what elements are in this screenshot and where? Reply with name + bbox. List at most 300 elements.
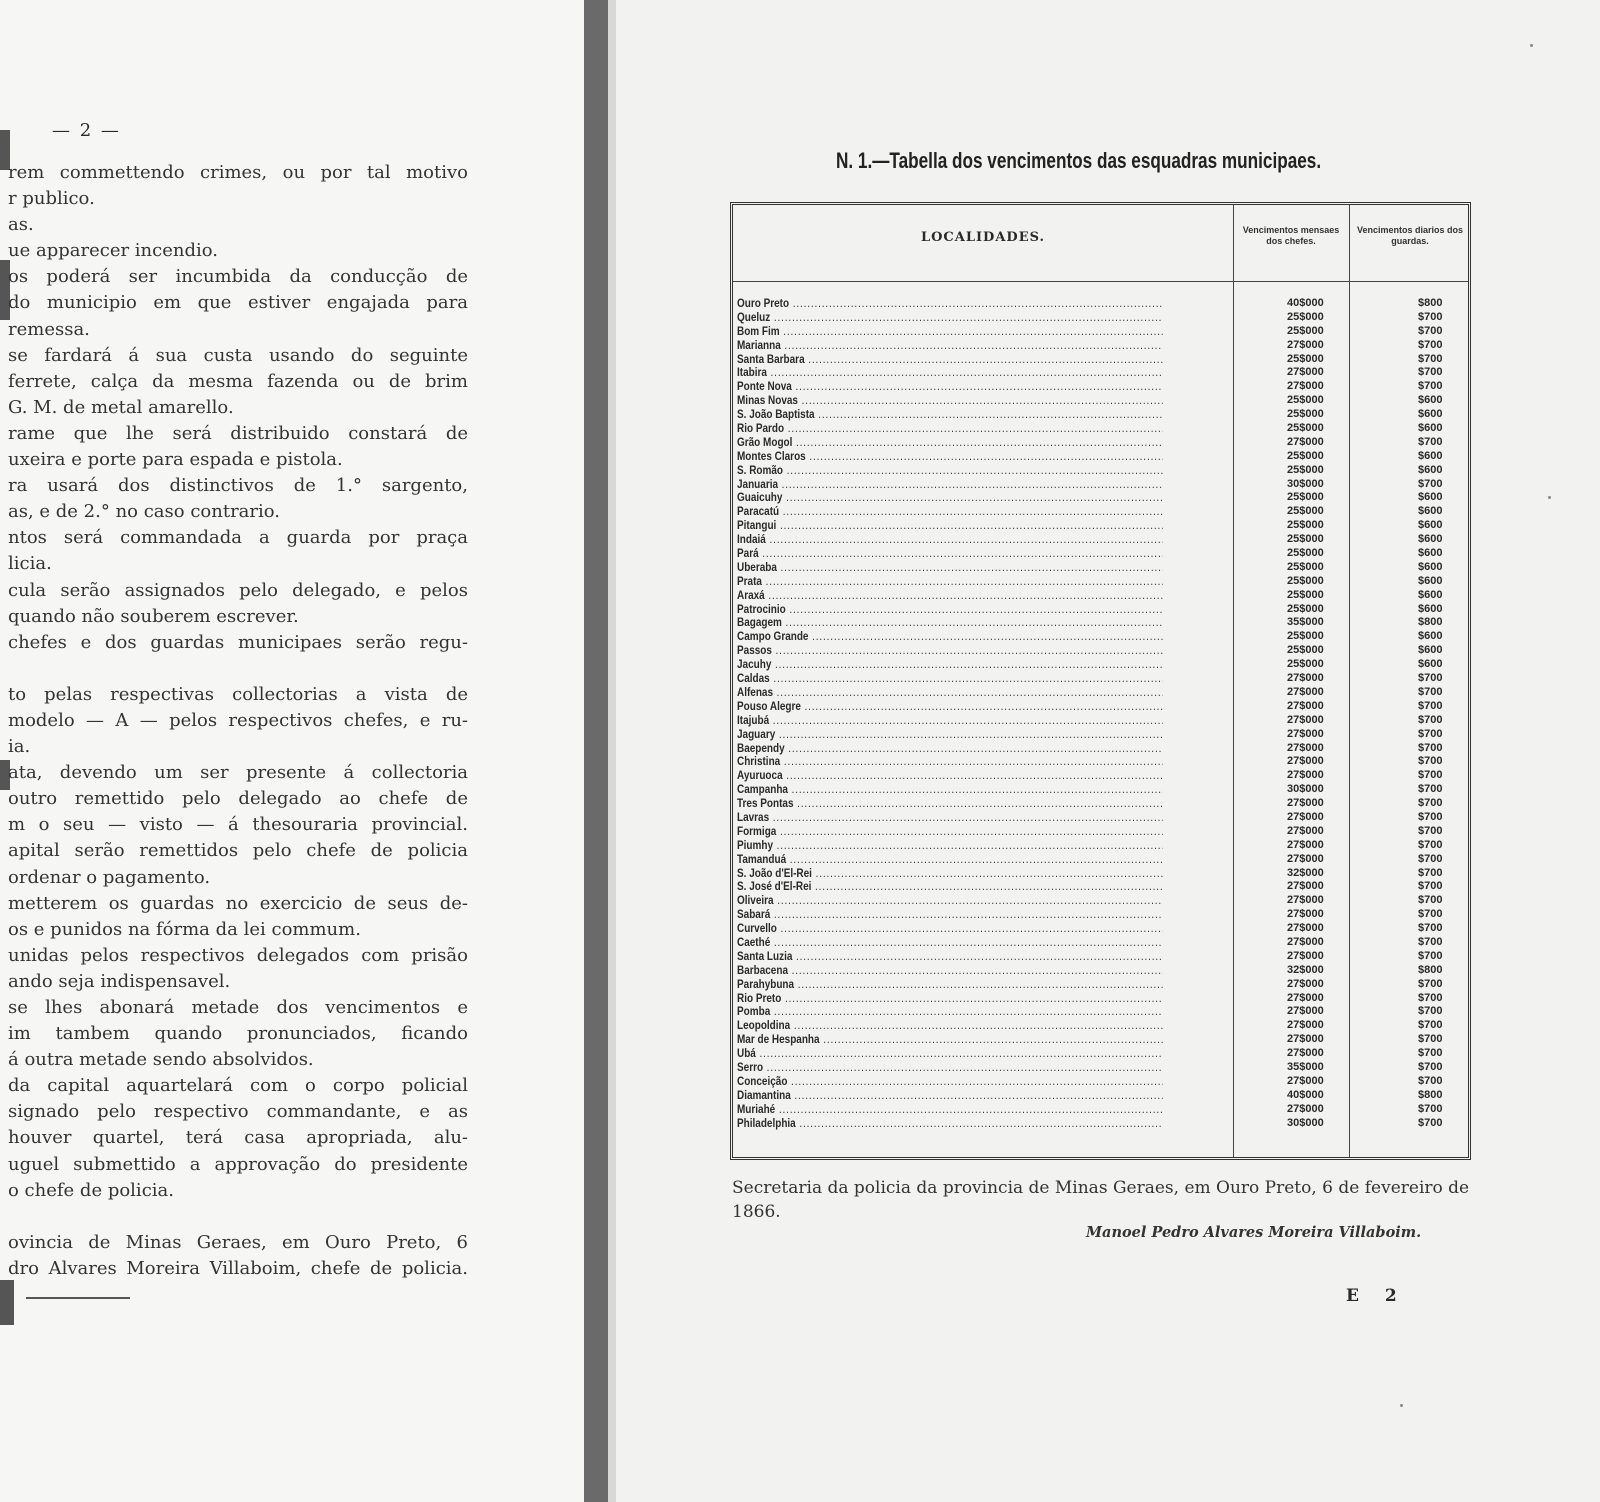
row-chefes-value: 25$000	[1287, 310, 1324, 323]
row-chefes-value: 25$000	[1287, 449, 1324, 462]
row-locality: Marianna .....	[737, 339, 1163, 353]
row-locality: Mar de Hespanha .....	[737, 1033, 1163, 1047]
text-line: houver quartel, terá casa apropriada, alu-	[8, 1127, 468, 1149]
table-row	[737, 1103, 1465, 1117]
row-guardas-value: $800	[1418, 963, 1443, 976]
text-line: do municipio em que estiver engajada para	[8, 292, 468, 314]
row-guardas-value: $700	[1418, 1074, 1443, 1087]
row-guardas-value: $700	[1418, 1033, 1443, 1046]
book-gutter	[584, 0, 608, 1502]
signature: Manoel Pedro Alvares Moreira Villaboim.	[1086, 1224, 1422, 1241]
table-row	[737, 380, 1465, 394]
row-chefes-value: 27$000	[1287, 838, 1324, 851]
row-locality: Baependy .....	[737, 742, 1163, 756]
row-chefes-value: 25$000	[1287, 533, 1324, 546]
table-row	[737, 575, 1465, 589]
row-guardas-value: $700	[1418, 810, 1443, 823]
table-row	[737, 353, 1465, 367]
row-guardas-value: $700	[1418, 380, 1443, 393]
row-locality: Piumhy .....	[737, 839, 1163, 853]
row-chefes-value: 27$000	[1287, 922, 1324, 935]
text-line: unidas pelos respectivos delegados com prisão	[8, 944, 468, 966]
text-line: metterem os guardas no exercicio de seus de-	[8, 892, 468, 914]
table-row	[737, 450, 1465, 464]
row-locality: Santa Barbara .....	[737, 353, 1163, 367]
header-guardas: Vencimentos diarios dos guardas.	[1356, 225, 1464, 246]
row-locality: Paracatú .....	[737, 505, 1163, 519]
table-row	[737, 964, 1465, 978]
row-chefes-value: 27$000	[1287, 1074, 1324, 1087]
table-row	[737, 1033, 1465, 1047]
table-row	[737, 672, 1465, 686]
table-row	[737, 1117, 1465, 1131]
table-row	[737, 894, 1465, 908]
header-chefes: Vencimentos mensaes dos chefes.	[1242, 225, 1340, 246]
table-row	[737, 950, 1465, 964]
row-guardas-value: $700	[1418, 838, 1443, 851]
text-line: dro Alvares Moreira Villaboim, chefe de policia.	[8, 1257, 468, 1279]
row-guardas-value: $700	[1418, 324, 1443, 337]
row-guardas-value: $700	[1418, 727, 1443, 740]
row-chefes-value: 27$000	[1287, 908, 1324, 921]
text-line: ntos será commandada a guarda por praça	[8, 527, 468, 549]
row-guardas-value: $700	[1418, 935, 1443, 948]
row-chefes-value: 25$000	[1287, 630, 1324, 643]
row-locality: Parahybuna .....	[737, 978, 1163, 992]
table-row	[737, 311, 1465, 325]
row-chefes-value: 32$000	[1287, 963, 1324, 976]
row-guardas-value: $700	[1418, 866, 1443, 879]
table-row	[737, 811, 1465, 825]
row-chefes-value: 35$000	[1287, 1060, 1324, 1073]
text-line: quando não souberem escrever.	[8, 605, 299, 627]
row-chefes-value: 25$000	[1287, 602, 1324, 615]
row-chefes-value: 27$000	[1287, 435, 1324, 448]
paper-speck	[1530, 44, 1533, 47]
text-line: ata, devendo um ser presente á collectoria	[8, 762, 468, 784]
row-guardas-value: $600	[1418, 394, 1443, 407]
row-guardas-value: $800	[1418, 1088, 1443, 1101]
row-locality: Campo Grande .....	[737, 630, 1163, 644]
row-locality: Tres Pontas .....	[737, 797, 1163, 811]
header-divider	[733, 281, 1468, 282]
row-guardas-value: $700	[1418, 310, 1443, 323]
text-line	[0, 1204, 468, 1230]
table-row	[737, 366, 1465, 380]
row-chefes-value: 25$000	[1287, 588, 1324, 601]
text-line: chefes e dos guardas municipaes serão regu-	[8, 631, 468, 653]
row-guardas-value: $600	[1418, 408, 1443, 421]
row-guardas-value: $700	[1418, 949, 1443, 962]
table-row	[737, 769, 1465, 783]
closing-rule	[26, 1297, 130, 1299]
row-guardas-value: $700	[1418, 769, 1443, 782]
text-line: os poderá ser incumbida da conducção de	[8, 266, 468, 288]
row-chefes-value: 25$000	[1287, 394, 1324, 407]
row-guardas-value: $600	[1418, 547, 1443, 560]
row-chefes-value: 27$000	[1287, 797, 1324, 810]
row-locality: Muriahé .....	[737, 1103, 1163, 1117]
text-line: da capital aquartelará com o corpo policial	[8, 1075, 468, 1097]
paper-speck	[1400, 1404, 1403, 1407]
row-chefes-value: 25$000	[1287, 547, 1324, 560]
row-chefes-value: 27$000	[1287, 880, 1324, 893]
row-guardas-value: $700	[1418, 755, 1443, 768]
row-locality: Conceição .....	[737, 1075, 1163, 1089]
row-chefes-value: 40$000	[1287, 297, 1324, 309]
text-line: ra usará dos distinctivos de 1.° sargento,	[8, 475, 468, 497]
text-line: ferrete, calça da mesma fazenda ou de brim	[8, 370, 468, 392]
row-chefes-value: 25$000	[1287, 491, 1324, 504]
row-locality: S. Romão .....	[737, 464, 1163, 478]
row-locality: Oliveira .....	[737, 894, 1163, 908]
table-row	[737, 1061, 1465, 1075]
row-chefes-value: 25$000	[1287, 519, 1324, 532]
left-page	[0, 0, 584, 1502]
table-title: N. 1.—Tabella dos vencimentos das esquadras municipaes.	[836, 148, 1322, 173]
row-locality: Ayuruoca .....	[737, 769, 1163, 783]
table-row	[737, 714, 1465, 728]
table-row	[737, 422, 1465, 436]
row-chefes-value: 27$000	[1287, 949, 1324, 962]
row-locality: Formiga .....	[737, 825, 1163, 839]
row-locality: S. João d'El-Rei .....	[737, 867, 1163, 881]
salary-table	[730, 202, 1471, 1160]
row-chefes-value: 27$000	[1287, 1033, 1324, 1046]
row-locality: Lavras .....	[737, 811, 1163, 825]
row-chefes-value: 30$000	[1287, 783, 1324, 796]
row-guardas-value: $800	[1418, 616, 1443, 629]
row-locality: Santa Luzia .....	[737, 950, 1163, 964]
table-row	[737, 491, 1465, 505]
row-chefes-value: 32$000	[1287, 866, 1324, 879]
table-row	[737, 728, 1465, 742]
row-locality: Rio Pardo .....	[737, 422, 1163, 436]
table-row	[737, 783, 1465, 797]
header-localidades: LOCALIDADES.	[920, 230, 1046, 245]
table-row	[737, 700, 1465, 714]
page-number: — 2 —	[52, 120, 121, 141]
text-line: remessa.	[8, 318, 90, 340]
table-row	[737, 742, 1465, 756]
row-chefes-value: 27$000	[1287, 699, 1324, 712]
row-guardas-value: $600	[1418, 449, 1443, 462]
table-row	[737, 1047, 1465, 1061]
row-locality: Barbacena .....	[737, 964, 1163, 978]
row-chefes-value: 27$000	[1287, 741, 1324, 754]
table-row	[737, 686, 1465, 700]
table-row	[737, 561, 1465, 575]
row-locality: Serro .....	[737, 1061, 1163, 1075]
table-row	[737, 297, 1465, 311]
page-edge	[608, 0, 616, 1502]
row-guardas-value: $700	[1418, 435, 1443, 448]
table-row	[737, 616, 1465, 630]
table-body	[737, 297, 1465, 1130]
row-locality: Grão Mogol .....	[737, 436, 1163, 450]
text-line: r publico.	[8, 188, 95, 210]
table-row	[737, 1075, 1465, 1089]
row-guardas-value: $600	[1418, 630, 1443, 643]
row-chefes-value: 25$000	[1287, 505, 1324, 518]
table-row	[737, 603, 1465, 617]
row-chefes-value: 27$000	[1287, 338, 1324, 351]
table-row	[737, 936, 1465, 950]
row-guardas-value: $700	[1418, 977, 1443, 990]
row-chefes-value: 25$000	[1287, 408, 1324, 421]
table-row	[737, 658, 1465, 672]
row-locality: Campanha .....	[737, 783, 1163, 797]
footer-note: Secretaria da policia da provincia de Minas Geraes, em Ouro Preto, 6 de fevereiro de 1866.	[732, 1178, 1470, 1222]
text-line: licia.	[8, 553, 52, 575]
row-guardas-value: $700	[1418, 880, 1443, 893]
text-line: im tambem quando pronunciados, ficando	[8, 1023, 468, 1045]
text-line: uguel submettido a approvação do presidente	[8, 1153, 468, 1175]
row-chefes-value: 27$000	[1287, 1102, 1324, 1115]
row-chefes-value: 25$000	[1287, 324, 1324, 337]
row-locality: Itabira .....	[737, 366, 1163, 380]
text-line: apital serão remettidos pelo chefe de policia	[8, 840, 468, 862]
row-chefes-value: 27$000	[1287, 1047, 1324, 1060]
row-chefes-value: 27$000	[1287, 894, 1324, 907]
row-locality: S. José d'El-Rei .....	[737, 880, 1163, 894]
table-row	[737, 464, 1465, 478]
row-locality: Jaguary .....	[737, 728, 1163, 742]
row-guardas-value: $700	[1418, 1116, 1443, 1129]
row-locality: S. João Baptista .....	[737, 408, 1163, 422]
row-guardas-value: $600	[1418, 644, 1443, 657]
text-line	[0, 656, 468, 682]
row-guardas-value: $600	[1418, 422, 1443, 435]
row-locality: Ouro Preto .....	[737, 297, 1163, 311]
text-line: ovincia de Minas Geraes, em Ouro Preto, 6	[8, 1231, 468, 1253]
row-chefes-value: 27$000	[1287, 685, 1324, 698]
table-row	[737, 825, 1465, 839]
row-chefes-value: 27$000	[1287, 824, 1324, 837]
row-guardas-value: $700	[1418, 922, 1443, 935]
table-row	[737, 630, 1465, 644]
table-row	[737, 1005, 1465, 1019]
table-row	[737, 394, 1465, 408]
row-chefes-value: 25$000	[1287, 644, 1324, 657]
row-guardas-value: $700	[1418, 824, 1443, 837]
row-chefes-value: 35$000	[1287, 616, 1324, 629]
row-chefes-value: 25$000	[1287, 463, 1324, 476]
row-locality: Jacuhy .....	[737, 658, 1163, 672]
text-line: as.	[8, 214, 34, 236]
row-locality: Patrocinio .....	[737, 603, 1163, 617]
row-chefes-value: 27$000	[1287, 672, 1324, 685]
row-locality: Itajubá .....	[737, 714, 1163, 728]
text-line: uxeira e porte para espada e pistola.	[8, 449, 343, 471]
row-chefes-value: 27$000	[1287, 769, 1324, 782]
table-row	[737, 880, 1465, 894]
row-chefes-value: 27$000	[1287, 366, 1324, 379]
row-locality: Pomba .....	[737, 1005, 1163, 1019]
row-guardas-value: $700	[1418, 685, 1443, 698]
row-chefes-value: 27$000	[1287, 755, 1324, 768]
table-row	[737, 325, 1465, 339]
row-chefes-value: 27$000	[1287, 380, 1324, 393]
row-guardas-value: $700	[1418, 908, 1443, 921]
row-locality: Philadelphia .....	[737, 1117, 1163, 1131]
row-chefes-value: 27$000	[1287, 935, 1324, 948]
row-guardas-value: $600	[1418, 588, 1443, 601]
row-guardas-value: $700	[1418, 783, 1443, 796]
text-line: se fardará á sua custa usando do seguinte	[8, 344, 468, 366]
table-row	[737, 519, 1465, 533]
text-line: modelo — A — pelos respectivos chefes, e ru-	[8, 709, 468, 731]
row-chefes-value: 27$000	[1287, 713, 1324, 726]
row-locality: Sabará .....	[737, 908, 1163, 922]
row-locality: Caldas .....	[737, 672, 1163, 686]
row-locality: Bagagem .....	[737, 616, 1163, 630]
row-locality: Queluz .....	[737, 311, 1163, 325]
table-row	[737, 867, 1465, 881]
text-line: rem commettendo crimes, ou por tal motivo	[8, 162, 468, 183]
table-row	[737, 839, 1465, 853]
row-locality: Diamantina .....	[737, 1089, 1163, 1103]
row-locality: Araxá .....	[737, 589, 1163, 603]
sheet-mark: E 2	[1346, 1286, 1407, 1306]
text-line: cula serão assignados pelo delegado, e pelos	[8, 579, 468, 601]
row-chefes-value: 25$000	[1287, 560, 1324, 573]
row-chefes-value: 27$000	[1287, 977, 1324, 990]
row-guardas-value: $700	[1418, 1019, 1443, 1032]
row-locality: Pará .....	[737, 547, 1163, 561]
table-row	[737, 589, 1465, 603]
table-row	[737, 505, 1465, 519]
row-locality: Curvello .....	[737, 922, 1163, 936]
table-row	[737, 644, 1465, 658]
row-chefes-value: 27$000	[1287, 727, 1324, 740]
row-locality: Tamanduá .....	[737, 853, 1163, 867]
row-guardas-value: $600	[1418, 533, 1443, 546]
row-guardas-value: $700	[1418, 894, 1443, 907]
row-guardas-value: $700	[1418, 672, 1443, 685]
table-row	[737, 1019, 1465, 1033]
row-locality: Christina .....	[737, 755, 1163, 769]
row-locality: Bom Fim .....	[737, 325, 1163, 339]
row-guardas-value: $700	[1418, 713, 1443, 726]
row-locality: Montes Claros .....	[737, 450, 1163, 464]
row-guardas-value: $600	[1418, 519, 1443, 532]
text-line: rame que lhe será distribuido constará de	[8, 422, 468, 444]
row-locality: Passos .....	[737, 644, 1163, 658]
table-row	[737, 978, 1465, 992]
text-line: ue apparecer incendio.	[8, 240, 218, 262]
row-locality: Alfenas .....	[737, 686, 1163, 700]
row-guardas-value: $700	[1418, 338, 1443, 351]
row-locality: Indaiá .....	[737, 533, 1163, 547]
table-row	[737, 339, 1465, 353]
text-line: á outra metade sendo absolvidos.	[8, 1049, 314, 1071]
row-guardas-value: $700	[1418, 991, 1443, 1004]
row-guardas-value: $700	[1418, 1047, 1443, 1060]
row-chefes-value: 40$000	[1287, 1088, 1324, 1101]
text-line: ordenar o pagamento.	[8, 866, 211, 888]
text-line: as, e de 2.° no caso contrario.	[8, 501, 281, 523]
table-row	[737, 547, 1465, 561]
table-row	[737, 853, 1465, 867]
text-line: ando seja indispensavel.	[8, 970, 231, 992]
row-guardas-value: $600	[1418, 505, 1443, 518]
row-locality: Pouso Alegre .....	[737, 700, 1163, 714]
row-guardas-value: $700	[1418, 1102, 1443, 1115]
text-line: se lhes abonará metade dos vencimentos e	[8, 997, 468, 1018]
row-chefes-value: 30$000	[1287, 477, 1324, 490]
row-locality: Guaicuhy .....	[737, 491, 1163, 505]
table-row	[737, 908, 1465, 922]
text-line: m o seu — visto — á thesouraria provincial.	[8, 814, 468, 836]
table-row	[737, 478, 1465, 492]
row-guardas-value: $700	[1418, 477, 1443, 490]
table-row	[737, 797, 1465, 811]
table-row	[737, 755, 1465, 769]
row-chefes-value: 27$000	[1287, 852, 1324, 865]
text-line: os e punidos na fórma da lei commum.	[8, 918, 361, 940]
row-guardas-value: $700	[1418, 1060, 1443, 1073]
left-page-text	[0, 160, 468, 1282]
text-line: outro remettido pelo delegado ao chefe de	[8, 788, 468, 810]
row-guardas-value: $600	[1418, 658, 1443, 671]
row-guardas-value: $600	[1418, 560, 1443, 573]
table-row	[737, 922, 1465, 936]
row-guardas-value: $700	[1418, 852, 1443, 865]
table-row	[737, 992, 1465, 1006]
row-chefes-value: 25$000	[1287, 574, 1324, 587]
table-row	[737, 408, 1465, 422]
table-row	[737, 533, 1465, 547]
row-guardas-value: $700	[1418, 797, 1443, 810]
row-guardas-value: $600	[1418, 602, 1443, 615]
row-locality: Prata .....	[737, 575, 1163, 589]
text-line: G. M. de metal amarello.	[8, 396, 234, 418]
row-guardas-value: $700	[1418, 741, 1443, 754]
table-row	[737, 436, 1465, 450]
row-locality: Ubá .....	[737, 1047, 1163, 1061]
row-guardas-value: $700	[1418, 1005, 1443, 1018]
row-chefes-value: 25$000	[1287, 422, 1324, 435]
paper-speck	[1548, 496, 1551, 499]
row-guardas-value: $600	[1418, 491, 1443, 504]
row-guardas-value: $700	[1418, 352, 1443, 365]
row-chefes-value: 27$000	[1287, 1005, 1324, 1018]
row-locality: Uberaba .....	[737, 561, 1163, 575]
row-guardas-value: $600	[1418, 463, 1443, 476]
ink-smudge	[0, 1280, 14, 1325]
row-chefes-value: 30$000	[1287, 1116, 1324, 1129]
text-line: signado pelo respectivo commandante, e as	[8, 1101, 468, 1123]
row-locality: Januaria .....	[737, 478, 1163, 492]
row-locality: Ponte Nova .....	[737, 380, 1163, 394]
row-guardas-value: $700	[1418, 699, 1443, 712]
row-locality: Caethé .....	[737, 936, 1163, 950]
row-locality: Leopoldina .....	[737, 1019, 1163, 1033]
text-line: o chefe de policia.	[8, 1179, 174, 1201]
row-locality: Minas Novas .....	[737, 394, 1163, 408]
row-chefes-value: 27$000	[1287, 810, 1324, 823]
text-line: ia.	[8, 736, 31, 758]
table-row	[737, 1089, 1465, 1103]
row-chefes-value: 27$000	[1287, 1019, 1324, 1032]
row-guardas-value: $600	[1418, 574, 1443, 587]
row-guardas-value: $800	[1418, 297, 1443, 309]
row-chefes-value: 25$000	[1287, 658, 1324, 671]
row-chefes-value: 25$000	[1287, 352, 1324, 365]
row-guardas-value: $700	[1418, 366, 1443, 379]
row-locality: Pitangui .....	[737, 519, 1163, 533]
